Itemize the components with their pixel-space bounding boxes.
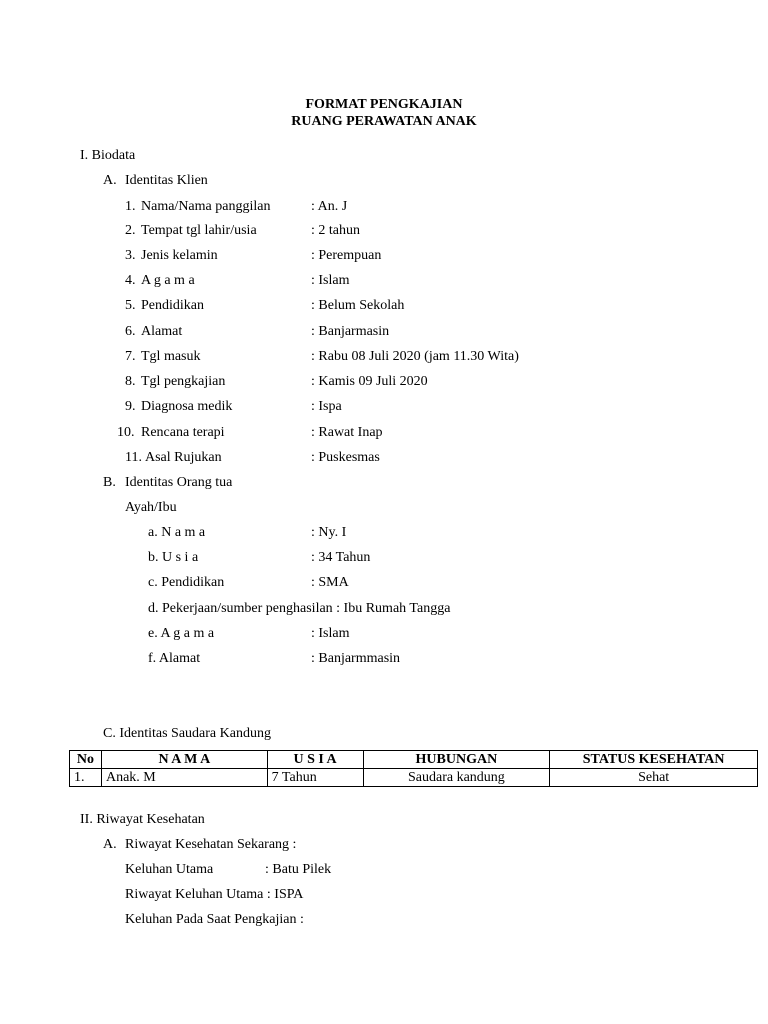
parent-item-label: d. Pekerjaan/sumber penghasilan : Ibu Rumah Tangga [148, 601, 451, 616]
table-row [70, 769, 758, 787]
client-item-num: 10. [117, 425, 135, 440]
section1-heading: I. Biodata [80, 148, 136, 163]
column-header-hubungan: HUBUNGAN [363, 751, 550, 769]
section1b-subheading: Ayah/Ibu [125, 500, 177, 515]
section2a-marker: A. [103, 837, 117, 852]
client-item-label: Jenis kelamin [141, 248, 218, 263]
client-item-label: Nama/Nama panggilan [141, 199, 271, 214]
health-line-label: Riwayat Keluhan Utama : ISPA [125, 887, 304, 902]
client-item-label: Asal Rujukan [145, 450, 222, 465]
client-item-num: 9. [125, 399, 136, 414]
cell-status-kesehatan: Sehat [550, 769, 758, 787]
section1b-marker: B. [103, 475, 116, 490]
section2a-heading: Riwayat Kesehatan Sekarang : [125, 837, 297, 852]
client-item-num: 7. [125, 349, 136, 364]
column-header-nama: N A M A [101, 751, 267, 769]
parent-item-value: : Ny. I [311, 525, 347, 540]
client-item-num: 6. [125, 324, 136, 339]
client-item-num: 3. [125, 248, 136, 263]
parent-item-label: f. Alamat [148, 651, 201, 666]
health-line-label: Keluhan Utama [125, 862, 214, 877]
column-header-status-kesehatan: STATUS KESEHATAN [550, 751, 758, 769]
client-item-value: : Kamis 09 Juli 2020 [311, 374, 428, 389]
client-item-value: : Perempuan [311, 248, 382, 263]
client-item-label: Tempat tgl lahir/usia [141, 223, 257, 238]
client-item-value: : Rabu 08 Juli 2020 (jam 11.30 Wita) [311, 349, 519, 364]
parent-item-value: : SMA [311, 575, 349, 590]
cell-nama: Anak. M [101, 769, 267, 787]
parent-item-label: c. Pendidikan [148, 575, 225, 590]
section1a-marker: A. [103, 173, 117, 188]
health-line-value: : Batu Pilek [265, 862, 332, 877]
client-item-num: 2. [125, 223, 136, 238]
client-item-label: Tgl pengkajian [141, 374, 226, 389]
client-item-value: : Puskesmas [311, 450, 380, 465]
client-item-value: : Ispa [311, 399, 342, 414]
client-item-label: Rencana terapi [141, 425, 225, 440]
cell-usia: 7 Tahun [267, 769, 363, 787]
client-item-value: : An. J [311, 199, 348, 214]
section1a-heading: Identitas Klien [125, 173, 208, 188]
parent-item-value: : Banjarmmasin [311, 651, 401, 666]
client-item-value: : 2 tahun [311, 223, 360, 238]
client-item-num: 1. [125, 199, 136, 214]
client-item-label: Tgl masuk [141, 349, 201, 364]
client-item-value: : Banjarmasin [311, 324, 390, 339]
client-item-num: 8. [125, 374, 136, 389]
client-item-num: 5. [125, 298, 136, 313]
parent-item-label: e. A g a m a [148, 626, 215, 641]
parent-item-label: b. U s i a [148, 550, 199, 565]
parent-item-label: a. N a m a [148, 525, 206, 540]
parent-item-value: : Islam [311, 626, 350, 641]
document-title-line1: FORMAT PENGKAJIAN [305, 97, 463, 112]
section1c-heading: C. Identitas Saudara Kandung [103, 726, 271, 741]
section2-heading: II. Riwayat Kesehatan [80, 812, 205, 827]
parent-item-value: : 34 Tahun [311, 550, 371, 565]
client-item-value: : Islam [311, 273, 350, 288]
column-header-no: No [70, 751, 102, 769]
section1b-heading: Identitas Orang tua [125, 475, 233, 490]
table-header-row [70, 751, 758, 769]
client-item-value: : Belum Sekolah [311, 298, 405, 313]
client-item-label: Diagnosa medik [141, 399, 233, 414]
client-item-label: Alamat [141, 324, 183, 339]
health-line-label: Keluhan Pada Saat Pengkajian : [125, 912, 304, 927]
client-item-label: Pendidikan [141, 298, 204, 313]
document-title-line2: RUANG PERAWATAN ANAK [291, 114, 477, 129]
cell-no: 1. [70, 769, 102, 787]
cell-hubungan: Saudara kandung [363, 769, 550, 787]
client-item-num: 4. [125, 273, 136, 288]
siblings-table [69, 750, 758, 787]
client-item-num: 11. [125, 450, 142, 465]
client-item-label: A g a m a [141, 273, 195, 288]
client-item-value: : Rawat Inap [311, 425, 383, 440]
column-header-usia: U S I A [267, 751, 363, 769]
